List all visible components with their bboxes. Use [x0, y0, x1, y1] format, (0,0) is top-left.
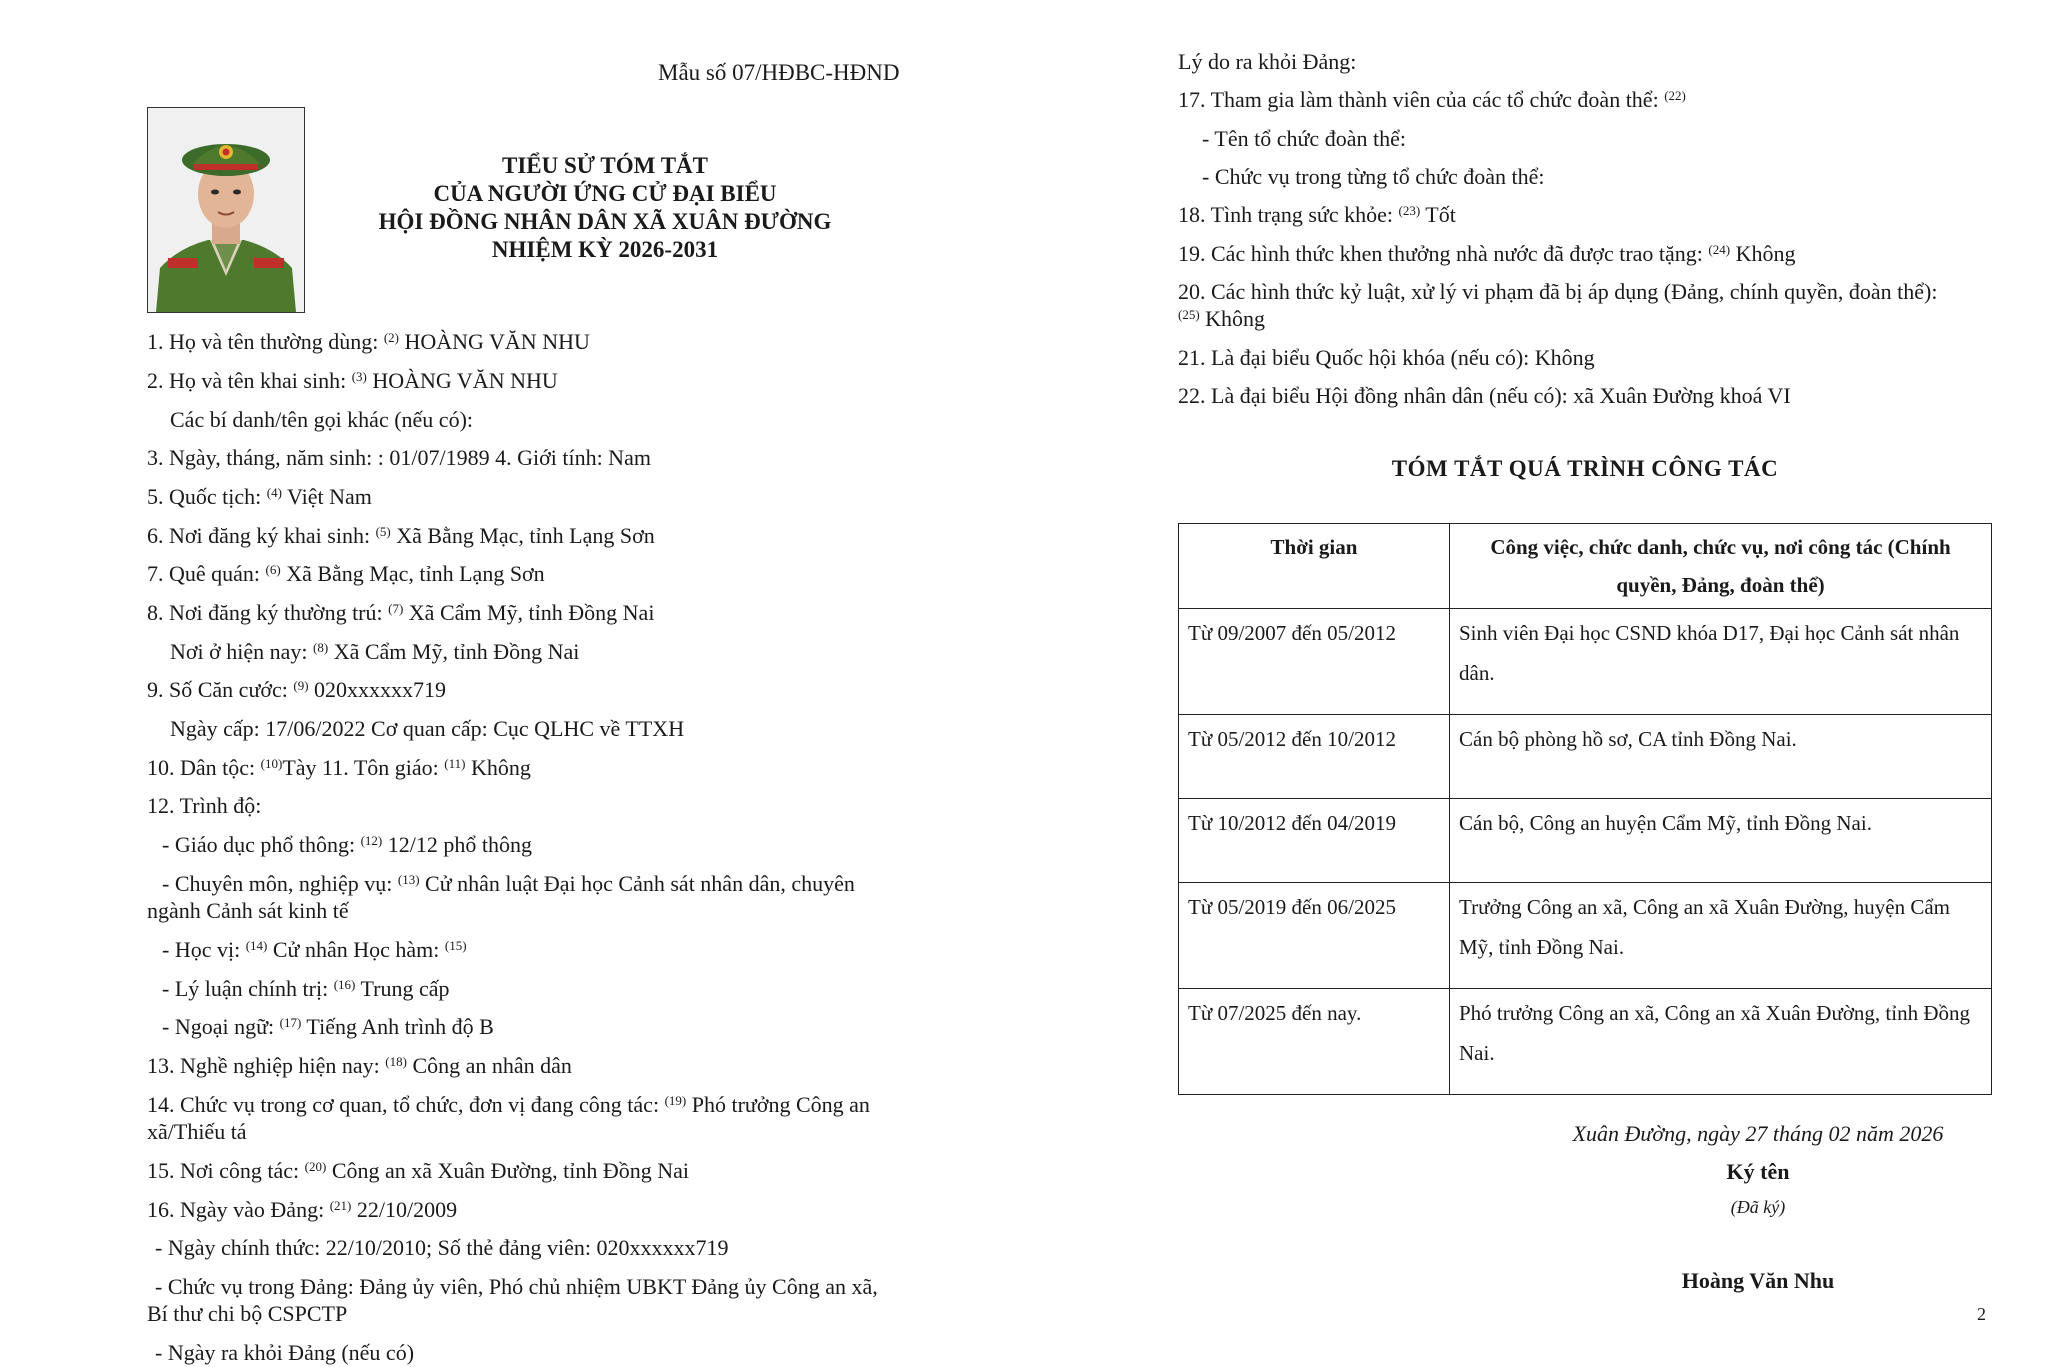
signed-note: (Đã ký): [1730, 1197, 1786, 1217]
field-awards: 19. Các hình thức khen thưởng nhà nước đã được trao tặng: $^{(24)}$ Không: [1178, 241, 1796, 266]
field-organization-name: - Tên tổ chức đoàn thể:: [1202, 126, 1406, 151]
cell-position: Sinh viên Đại học CSND khóa D17, Đại học Cảnh sát nhân dân.: [1450, 609, 1992, 715]
field-birth-registration: 6. Nơi đăng ký khai sinh: $^{(5)}$ Xã Bằng Mạc, tỉnh Lạng Sơn: [147, 523, 655, 548]
title-line: NHIỆM KỲ 2026-2031: [491, 237, 719, 262]
page-number: 2: [1977, 1304, 1986, 1324]
signature-label: Ký tên: [1726, 1159, 1790, 1184]
cell-time: Từ 10/2012 đến 04/2019: [1179, 799, 1450, 883]
field-aliases: Các bí danh/tên gọi khác (nếu có):: [170, 407, 474, 432]
field-political-theory: - Lý luận chính trị: $^{(16)}$ Trung cấp: [162, 976, 450, 1001]
field-degree: - Học vị: $^{(14)}$ Cử nhân Học hàm: $^{(15)}$: [162, 937, 467, 962]
field-party-leave-date: - Ngày ra khỏi Đảng (nếu có): [155, 1340, 415, 1365]
cell-time: Từ 05/2019 đến 06/2025: [1179, 883, 1450, 989]
table-row: [1179, 609, 1992, 715]
field-official-date: - Ngày chính thức: 22/10/2010; Số thẻ đảng viên: 020xxxxxx719: [155, 1235, 729, 1260]
cell-position: Trưởng Công an xã, Công an xã Xuân Đường, huyện Cẩm Mỹ, tỉnh Đồng Nai.: [1450, 883, 1992, 989]
field-discipline-cont: $^{(25)}$ Không: [1178, 306, 1266, 331]
field-organization-position: - Chức vụ trong từng tổ chức đoàn thể:: [1202, 164, 1545, 189]
field-education-heading: 12. Trình độ:: [147, 793, 262, 818]
cell-position: Phó trưởng Công an xã, Công an xã Xuân Đường, tỉnh Đồng Nai.: [1450, 989, 1992, 1095]
table-row: [1179, 883, 1992, 989]
portrait-photo: [147, 107, 305, 313]
field-national-assembly: 21. Là đại biểu Quốc hội khóa (nếu có): Không: [1178, 345, 1595, 370]
field-party-position-cont: Bí thư chi bộ CSPCTP: [147, 1301, 348, 1326]
field-position-cont: xã/Thiếu tá: [147, 1119, 247, 1144]
work-history-title: TÓM TẮT QUÁ TRÌNH CÔNG TÁC: [1391, 456, 1779, 481]
signer-name: Hoàng Văn Nhu: [1681, 1268, 1835, 1293]
field-ethnicity-religion: 10. Dân tộc: $^{(10)}$Tày 11. Tôn giáo: $^{(11)}$ Không: [147, 755, 531, 780]
field-general-education: - Giáo dục phổ thông: $^{(12)}$ 12/12 phổ thông: [162, 832, 532, 857]
field-professional-cont: ngành Cảnh sát kinh tế: [147, 898, 349, 923]
field-health: 18. Tình trạng sức khỏe: $^{(23)}$ Tốt: [1178, 202, 1456, 227]
field-id-number: 9. Số Căn cước: $^{(9)}$ 020xxxxxx719: [147, 677, 447, 702]
field-permanent-residence: 8. Nơi đăng ký thường trú: $^{(7)}$ Xã Cẩm Mỹ, tỉnh Đồng Nai: [147, 600, 655, 625]
title-line: TIỂU SỬ TÓM TẮT: [502, 153, 708, 178]
cell-position: Cán bộ phòng hồ sơ, CA tỉnh Đồng Nai.: [1450, 715, 1992, 799]
signature-place-date: Xuân Đường, ngày 27 tháng 02 năm 2026: [1572, 1121, 1944, 1146]
field-occupation: 13. Nghề nghiệp hiện nay: $^{(18)}$ Công an nhân dân: [147, 1053, 572, 1078]
field-hometown: 7. Quê quán: $^{(6)}$ Xã Bằng Mạc, tỉnh Lạng Sơn: [147, 561, 545, 586]
field-party-position: - Chức vụ trong Đảng: Đảng ủy viên, Phó chủ nhiệm UBKT Đảng ủy Công an xã,: [155, 1274, 878, 1299]
field-foreign-language: - Ngoại ngữ: $^{(17)}$ Tiếng Anh trình độ B: [162, 1014, 494, 1039]
field-nationality: 5. Quốc tịch: $^{(4)}$ Việt Nam: [147, 484, 372, 509]
field-party-leave-reason: Lý do ra khỏi Đảng:: [1178, 49, 1357, 74]
field-birth-name: 2. Họ và tên khai sinh: $^{(3)}$ HOÀNG VĂN NHU: [147, 368, 558, 393]
field-discipline: 20. Các hình thức kỷ luật, xử lý vi phạm đã bị áp dụng (Đảng, chính quyền, đoàn thể):: [1178, 279, 1938, 304]
field-professional: - Chuyên môn, nghiệp vụ: $^{(13)}$ Cử nhân luật Đại học Cảnh sát nhân dân, chuyên: [162, 871, 855, 896]
field-birthdate-gender: 3. Ngày, tháng, năm sinh: : 01/07/1989 4. Giới tính: Nam: [147, 445, 651, 470]
portrait-photo-icon: [148, 108, 304, 312]
title-line: HỘI ĐỒNG NHÂN DÂN XÃ XUÂN ĐƯỜNG: [378, 209, 832, 234]
cell-time: Từ 07/2025 đến nay.: [1179, 989, 1450, 1095]
table-row: [1179, 715, 1992, 799]
cell-time: Từ 05/2012 đến 10/2012: [1179, 715, 1450, 799]
work-history-table: [1178, 523, 1992, 1095]
form-code: Mẫu số 07/HĐBC-HĐND: [658, 60, 900, 85]
field-party-join-date: 16. Ngày vào Đảng: $^{(21)}$ 22/10/2009: [147, 1197, 458, 1222]
cell-time: Từ 09/2007 đến 05/2012: [1179, 609, 1450, 715]
table-row: [1179, 989, 1992, 1095]
table-row: [1179, 799, 1992, 883]
header-position: Công việc, chức danh, chức vụ, nơi công tác (Chính quyền, Đảng, đoàn thể): [1450, 524, 1992, 609]
field-organizations: 17. Tham gia làm thành viên của các tổ chức đoàn thể: $^{(22)}$: [1178, 87, 1686, 112]
document-title: [300, 152, 910, 264]
title-line: CỦA NGƯỜI ỨNG CỬ ĐẠI BIỂU: [433, 181, 777, 206]
header-time: Thời gian: [1179, 524, 1450, 609]
field-current-residence: Nơi ở hiện nay: $^{(8)}$ Xã Cẩm Mỹ, tỉnh Đồng Nai: [170, 639, 580, 664]
field-common-name: 1. Họ và tên thường dùng: $^{(2)}$ HOÀNG VĂN NHU: [147, 329, 590, 354]
field-workplace: 15. Nơi công tác: $^{(20)}$ Công an xã Xuân Đường, tỉnh Đồng Nai: [147, 1158, 690, 1183]
table-header-row: [1179, 524, 1992, 609]
field-position: 14. Chức vụ trong cơ quan, tổ chức, đơn vị đang công tác: $^{(19)}$ Phó trưởng Công an: [147, 1092, 870, 1117]
field-people-council: 22. Là đại biểu Hội đồng nhân dân (nếu có): xã Xuân Đường khoá VI: [1178, 383, 1791, 408]
cell-position: Cán bộ, Công an huyện Cẩm Mỹ, tỉnh Đồng Nai.: [1450, 799, 1992, 883]
field-id-issue: Ngày cấp: 17/06/2022 Cơ quan cấp: Cục QLHC về TTXH: [170, 716, 685, 741]
